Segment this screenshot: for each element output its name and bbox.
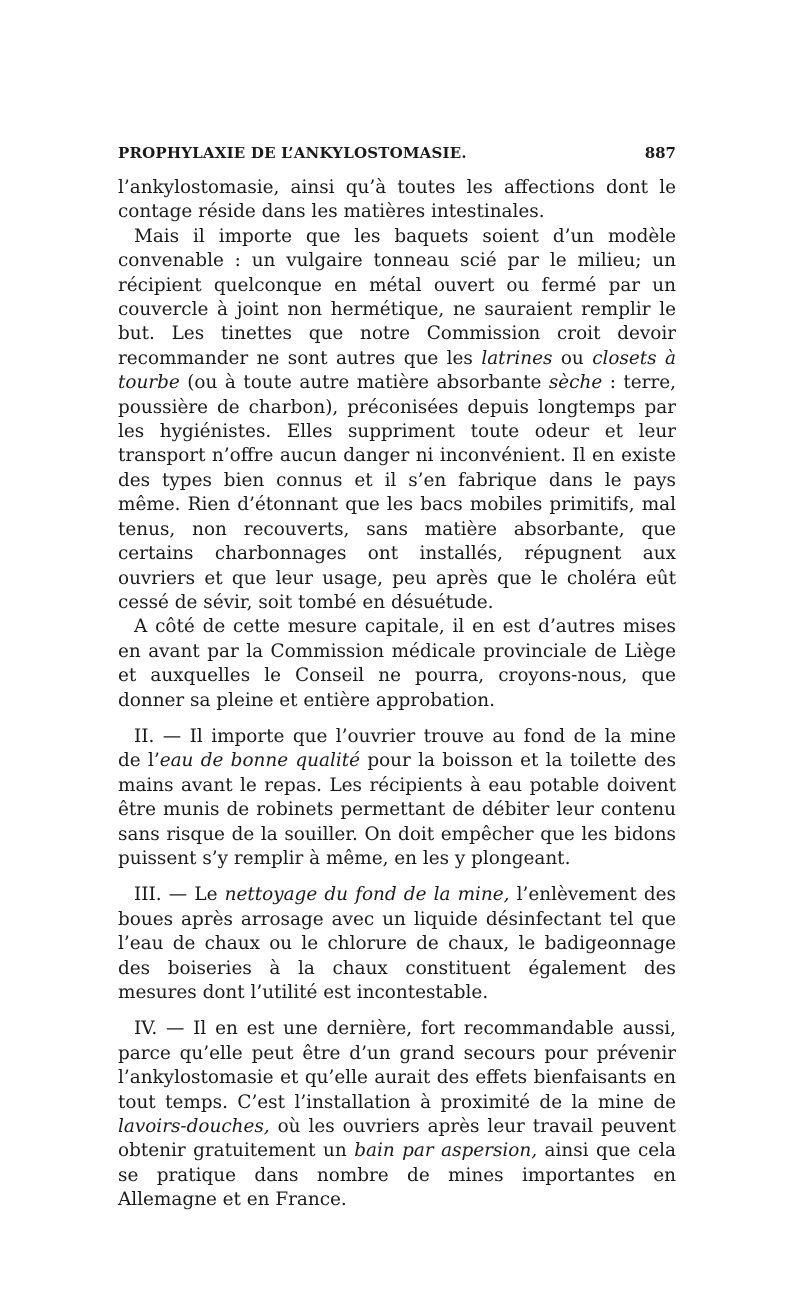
italic-term: bain par aspersion, xyxy=(354,1140,538,1162)
paragraph-text: II. — Il importe que l’ouvrier trouve au fond de la mine de l’ xyxy=(118,725,676,772)
italic-term: eau de bonne qualité xyxy=(159,750,361,772)
paragraph-baquets xyxy=(118,225,676,616)
paragraph-text: ainsi que cela se pratique dans nombre de mines importantes en Allemagne et en France. xyxy=(118,1140,676,1211)
paragraph-text: ou xyxy=(552,347,593,369)
running-title: PROPHYLAXIE DE L’ANKYLOSTOMASIE. xyxy=(118,144,467,162)
paragraph-text: (ou à toute autre matière absorbante xyxy=(179,372,549,394)
paragraph-text: pour la boisson et la toilette des mains avant le repas. Les récipients à eau potable doivent être munis de robinets permettant de débiter leur contenu sans risque de la souiller. On doit empêcher que les bidons puissent s’y remplir à même, en les y plongeant. xyxy=(118,750,677,869)
paragraph-text: l’ankylostomasie, ainsi qu’à toutes les affections dont le contage réside dans les matières intestinales. xyxy=(118,177,676,223)
paragraph-text: où les ouvriers après leur travail peuvent obtenir gratuitement un xyxy=(118,1116,676,1162)
paragraph-text: Mais il importe que les baquets soient d’un modèle convenable : un vulgaire tonneau scié par le milieu; un récipient quelconque en métal ouvert ou fermé par un couvercle à joint non hermétique, ne sauraient remplir le but. Les tinettes que notre Commission croit devoir recommander ne sont autres que les xyxy=(118,225,676,369)
paragraph-text: A côté de cette mesure capitale, il en est d’autres mises en avant par la Commission médicale provinciale de Liège et auxquelles le Conseil ne pourra, croyons-nous, que donner sa pleine et entière approbation. xyxy=(118,616,676,711)
paragraph-text: III. — Le xyxy=(134,884,225,906)
page-number: 887 xyxy=(644,144,676,162)
paragraph-text: l’enlèvement des boues après arrosage avec un liquide désinfectant tel que l’eau de chaux ou le chlorure de chaux, le badigeonnage des boiseries à la chaux constituent également des mesures dont l’utilité est incontestable. xyxy=(118,884,676,1003)
page-header xyxy=(0,144,676,170)
italic-term: lavoirs-douches, xyxy=(118,1116,270,1138)
italic-term: nettoyage du fond de la mine, xyxy=(224,884,510,906)
paragraph-mesure-capitale xyxy=(118,615,676,713)
italic-term: sèche xyxy=(548,372,603,394)
italic-term: closets à tourbe xyxy=(118,347,676,394)
body-text xyxy=(118,176,676,1213)
paragraph-continuation xyxy=(118,176,676,225)
paragraph-text: IV. — Il en est une dernière, fort recommandable aussi, parce qu’elle peut être d’un grand secours pour prévenir l’ankylostomasie et qu’elle aurait des effets bienfaisants en tout temps. C’est l’installation à proximité de la mine de xyxy=(118,1018,676,1113)
paragraph-text: : terre, poussière de charbon), préconisées depuis longtemps par les hygiénistes. Elles suppriment toute odeur et leur transport n’offre aucun danger ni inconvénient. Il en existe des types bien connus et il s’en fabrique dans le pays même. Rien d’étonnant que les bacs mobiles primitifs, mal tenus, non recouverts, sans matière absorbante, que certains charbonnages ont installés, répugnent aux ouvriers et que leur usage, peu après que le choléra eût cessé de sévir, soit tombé en désuétude. xyxy=(118,372,676,613)
section-iv xyxy=(118,1017,676,1212)
italic-term: latrines xyxy=(481,347,553,369)
section-ii xyxy=(118,725,676,871)
section-iii xyxy=(118,883,676,1005)
